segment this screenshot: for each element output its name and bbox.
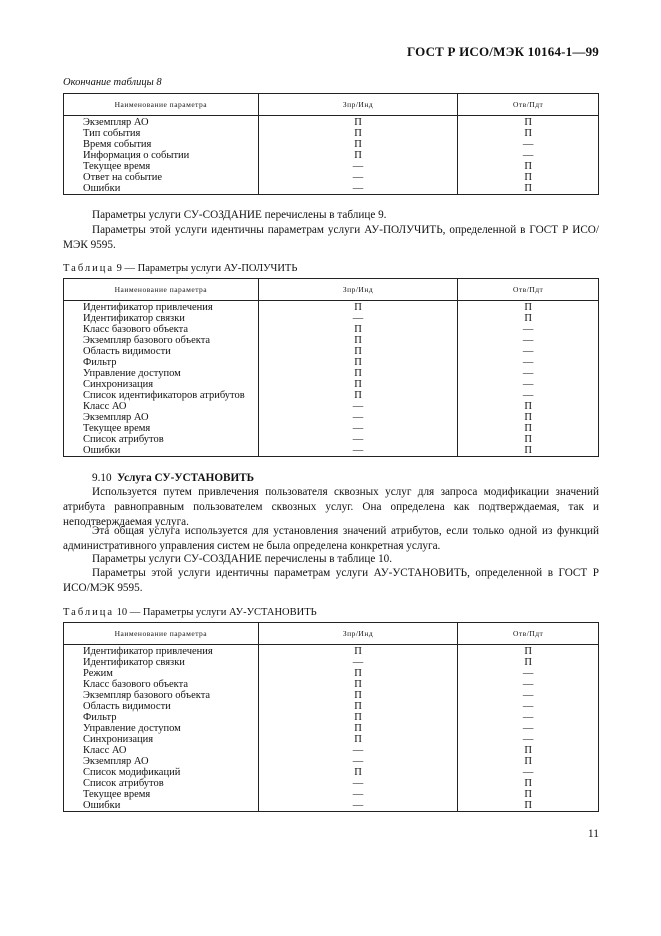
response-confirm-cell: П <box>458 301 599 314</box>
header-parameter-name: Наименование параметра <box>64 279 259 301</box>
table8-caption: Окончание таблицы 8 <box>63 77 162 88</box>
request-indication-cell: — <box>258 800 458 812</box>
table-row <box>64 434 599 445</box>
parameter-name-cell: Идентификатор привлечения <box>64 645 259 658</box>
parameter-name-cell: Класс базового объекта <box>64 324 259 335</box>
response-confirm-cell: П <box>458 778 599 789</box>
table-row <box>64 445 599 457</box>
request-indication-cell: П <box>258 346 458 357</box>
request-indication-cell: П <box>258 723 458 734</box>
response-confirm-cell: — <box>458 767 599 778</box>
parameter-name-cell: Список атрибутов <box>64 434 259 445</box>
table-row <box>64 712 599 723</box>
table-row <box>64 778 599 789</box>
parameter-name-cell: Текущее время <box>64 789 259 800</box>
response-confirm-cell: — <box>458 390 599 401</box>
response-confirm-cell: П <box>458 116 599 129</box>
request-indication-cell: — <box>258 756 458 767</box>
table-row <box>64 701 599 712</box>
request-indication-cell: П <box>258 690 458 701</box>
caption-text: 9 — Параметры услуги АУ-ПОЛУЧИТЬ <box>114 263 298 274</box>
request-indication-cell: — <box>258 313 458 324</box>
parameter-name-cell: Идентификатор связки <box>64 657 259 668</box>
table-row <box>64 657 599 668</box>
response-confirm-cell: — <box>458 668 599 679</box>
response-confirm-cell: П <box>458 423 599 434</box>
document-header: ГОСТ Р ИСО/МЭК 10164-1—99 <box>406 44 599 59</box>
response-confirm-cell: П <box>458 645 599 658</box>
table-row <box>64 690 599 701</box>
response-confirm-cell: — <box>458 346 599 357</box>
response-confirm-cell: П <box>458 401 599 412</box>
paragraph: Используется путем привлечения пользователя сквозных услуг для запроса модификации значений атрибута равноправным пользователем сквозных услуг. Она определена как подтверждаемая, так и неподтверждаемая услуга. <box>63 486 599 528</box>
request-indication-cell: П <box>258 734 458 745</box>
table-row <box>64 800 599 812</box>
section-number: 9.10 <box>92 472 112 484</box>
table-row <box>64 128 599 139</box>
parameter-name-cell: Ошибки <box>64 445 259 457</box>
caption-label: Таблица <box>63 607 115 618</box>
header-parameter-name: Наименование параметра <box>64 94 259 116</box>
parameter-name-cell: Класс АО <box>64 401 259 412</box>
response-confirm-cell: П <box>458 172 599 183</box>
response-confirm-cell: — <box>458 357 599 368</box>
parameter-name-cell: Управление доступом <box>64 723 259 734</box>
parameter-name-cell: Список атрибутов <box>64 778 259 789</box>
request-indication-cell: — <box>258 172 458 183</box>
table-row <box>64 668 599 679</box>
table-row <box>64 379 599 390</box>
request-indication-cell: П <box>258 368 458 379</box>
section-heading <box>63 471 599 486</box>
request-indication-cell: — <box>258 412 458 423</box>
request-indication-cell: П <box>258 712 458 723</box>
parameter-name-cell: Экземпляр базового объекта <box>64 335 259 346</box>
response-confirm-cell: — <box>458 379 599 390</box>
request-indication-cell: П <box>258 645 458 658</box>
table-row <box>64 139 599 150</box>
parameter-name-cell: Тип события <box>64 128 259 139</box>
parameter-name-cell: Информация о событии <box>64 150 259 161</box>
caption-label: Таблица <box>63 263 115 274</box>
request-indication-cell: — <box>258 423 458 434</box>
parameter-name-cell: Текущее время <box>64 161 259 172</box>
request-indication-cell: — <box>258 183 458 195</box>
request-indication-cell: — <box>258 657 458 668</box>
header-request-indication: Зпр/Инд <box>258 623 458 645</box>
table-row <box>64 767 599 778</box>
table-row <box>64 301 599 314</box>
table-row <box>64 789 599 800</box>
header-response-confirm: Отв/Пдт <box>458 279 599 301</box>
parameter-name-cell: Экземпляр АО <box>64 756 259 767</box>
header-response-confirm: Отв/Пдт <box>458 94 599 116</box>
page-number: 11 <box>587 828 599 840</box>
table-8 <box>63 93 599 195</box>
response-confirm-cell: П <box>458 756 599 767</box>
table10-caption <box>63 607 317 618</box>
parameter-name-cell: Идентификатор связки <box>64 313 259 324</box>
request-indication-cell: П <box>258 116 458 129</box>
request-indication-cell: П <box>258 379 458 390</box>
request-indication-cell: — <box>258 778 458 789</box>
response-confirm-cell: П <box>458 161 599 172</box>
parameter-name-cell: Синхронизация <box>64 379 259 390</box>
parameter-name-cell: Экземпляр АО <box>64 412 259 423</box>
response-confirm-cell: — <box>458 690 599 701</box>
response-confirm-cell: П <box>458 745 599 756</box>
table-row <box>64 645 599 658</box>
table-row <box>64 390 599 401</box>
table-row <box>64 412 599 423</box>
request-indication-cell: — <box>258 789 458 800</box>
table-row <box>64 335 599 346</box>
paragraph: Эта общая услуга используется для установления значений атрибутов, если только одной из функций административного управления систем не была определена конкретная услуга. <box>63 525 599 552</box>
parameter-name-cell: Класс АО <box>64 745 259 756</box>
table-row <box>64 723 599 734</box>
response-confirm-cell: П <box>458 445 599 457</box>
response-confirm-cell: — <box>458 335 599 346</box>
table-row <box>64 679 599 690</box>
header-request-indication: Зпр/Инд <box>258 279 458 301</box>
table-row <box>64 368 599 379</box>
parameter-name-cell: Ответ на событие <box>64 172 259 183</box>
table-row <box>64 313 599 324</box>
response-confirm-cell: П <box>458 313 599 324</box>
table-row <box>64 346 599 357</box>
header-response-confirm: Отв/Пдт <box>458 623 599 645</box>
header-request-indication: Зпр/Инд <box>258 94 458 116</box>
request-indication-cell: — <box>258 745 458 756</box>
request-indication-cell: — <box>258 401 458 412</box>
parameter-name-cell: Экземпляр АО <box>64 116 259 129</box>
request-indication-cell: П <box>258 357 458 368</box>
table-row <box>64 401 599 412</box>
parameter-name-cell: Режим <box>64 668 259 679</box>
request-indication-cell: П <box>258 767 458 778</box>
table-row <box>64 745 599 756</box>
response-confirm-cell: П <box>458 434 599 445</box>
request-indication-cell: П <box>258 128 458 139</box>
table-row <box>64 324 599 335</box>
paragraph: Параметры услуги СУ-СОЗДАНИЕ перечислены в таблице 9. <box>92 209 387 221</box>
parameter-name-cell: Управление доступом <box>64 368 259 379</box>
parameter-name-cell: Список модификаций <box>64 767 259 778</box>
table-row <box>64 150 599 161</box>
request-indication-cell: П <box>258 390 458 401</box>
table-row <box>64 756 599 767</box>
table-row <box>64 357 599 368</box>
section-title: Услуга СУ-УСТАНОВИТЬ <box>117 472 255 484</box>
request-indication-cell: П <box>258 701 458 712</box>
response-confirm-cell: — <box>458 139 599 150</box>
table-row <box>64 734 599 745</box>
caption-text: 10 — Параметры услуги АУ-УСТАНОВИТЬ <box>114 607 317 618</box>
parameter-name-cell: Ошибки <box>64 183 259 195</box>
response-confirm-cell: П <box>458 412 599 423</box>
response-confirm-cell: — <box>458 150 599 161</box>
request-indication-cell: П <box>258 335 458 346</box>
paragraph: Параметры этой услуги идентичны параметрам услуги АУ-УСТАНОВИТЬ, определенной в ГОСТ Р ИСО/МЭК 9595. <box>63 567 599 594</box>
parameter-name-cell: Фильтр <box>64 712 259 723</box>
request-indication-cell: П <box>258 150 458 161</box>
request-indication-cell: П <box>258 139 458 150</box>
paragraph: Параметры этой услуги идентичны параметрам услуги АУ-ПОЛУЧИТЬ, определенной в ГОСТ Р ИСО/МЭК 9595. <box>63 224 599 251</box>
parameter-name-cell: Класс базового объекта <box>64 679 259 690</box>
parameter-name-cell: Ошибки <box>64 800 259 812</box>
table-row <box>64 423 599 434</box>
table-row <box>64 161 599 172</box>
response-confirm-cell: П <box>458 183 599 195</box>
request-indication-cell: П <box>258 668 458 679</box>
parameter-name-cell: Время события <box>64 139 259 150</box>
response-confirm-cell: — <box>458 679 599 690</box>
request-indication-cell: — <box>258 161 458 172</box>
request-indication-cell: — <box>258 445 458 457</box>
response-confirm-cell: П <box>458 657 599 668</box>
table-row <box>64 183 599 195</box>
response-confirm-cell: — <box>458 734 599 745</box>
table-row <box>64 172 599 183</box>
parameter-name-cell: Синхронизация <box>64 734 259 745</box>
parameter-name-cell: Экземпляр базового объекта <box>64 690 259 701</box>
parameter-name-cell: Фильтр <box>64 357 259 368</box>
parameter-name-cell: Список идентификаторов атрибутов <box>64 390 259 401</box>
response-confirm-cell: П <box>458 789 599 800</box>
header-parameter-name: Наименование параметра <box>64 623 259 645</box>
response-confirm-cell: П <box>458 128 599 139</box>
response-confirm-cell: П <box>458 800 599 812</box>
table-row <box>64 116 599 129</box>
parameter-name-cell: Идентификатор привлечения <box>64 301 259 314</box>
table-9 <box>63 278 599 457</box>
paragraph: Параметры услуги СУ-СОЗДАНИЕ перечислены в таблице 10. <box>92 553 393 565</box>
table9-caption <box>63 263 297 274</box>
table-10 <box>63 622 599 812</box>
parameter-name-cell: Область видимости <box>64 701 259 712</box>
response-confirm-cell: — <box>458 712 599 723</box>
request-indication-cell: П <box>258 324 458 335</box>
parameter-name-cell: Текущее время <box>64 423 259 434</box>
request-indication-cell: П <box>258 679 458 690</box>
parameter-name-cell: Область видимости <box>64 346 259 357</box>
request-indication-cell: П <box>258 301 458 314</box>
response-confirm-cell: — <box>458 723 599 734</box>
response-confirm-cell: — <box>458 324 599 335</box>
response-confirm-cell: — <box>458 368 599 379</box>
request-indication-cell: — <box>258 434 458 445</box>
response-confirm-cell: — <box>458 701 599 712</box>
